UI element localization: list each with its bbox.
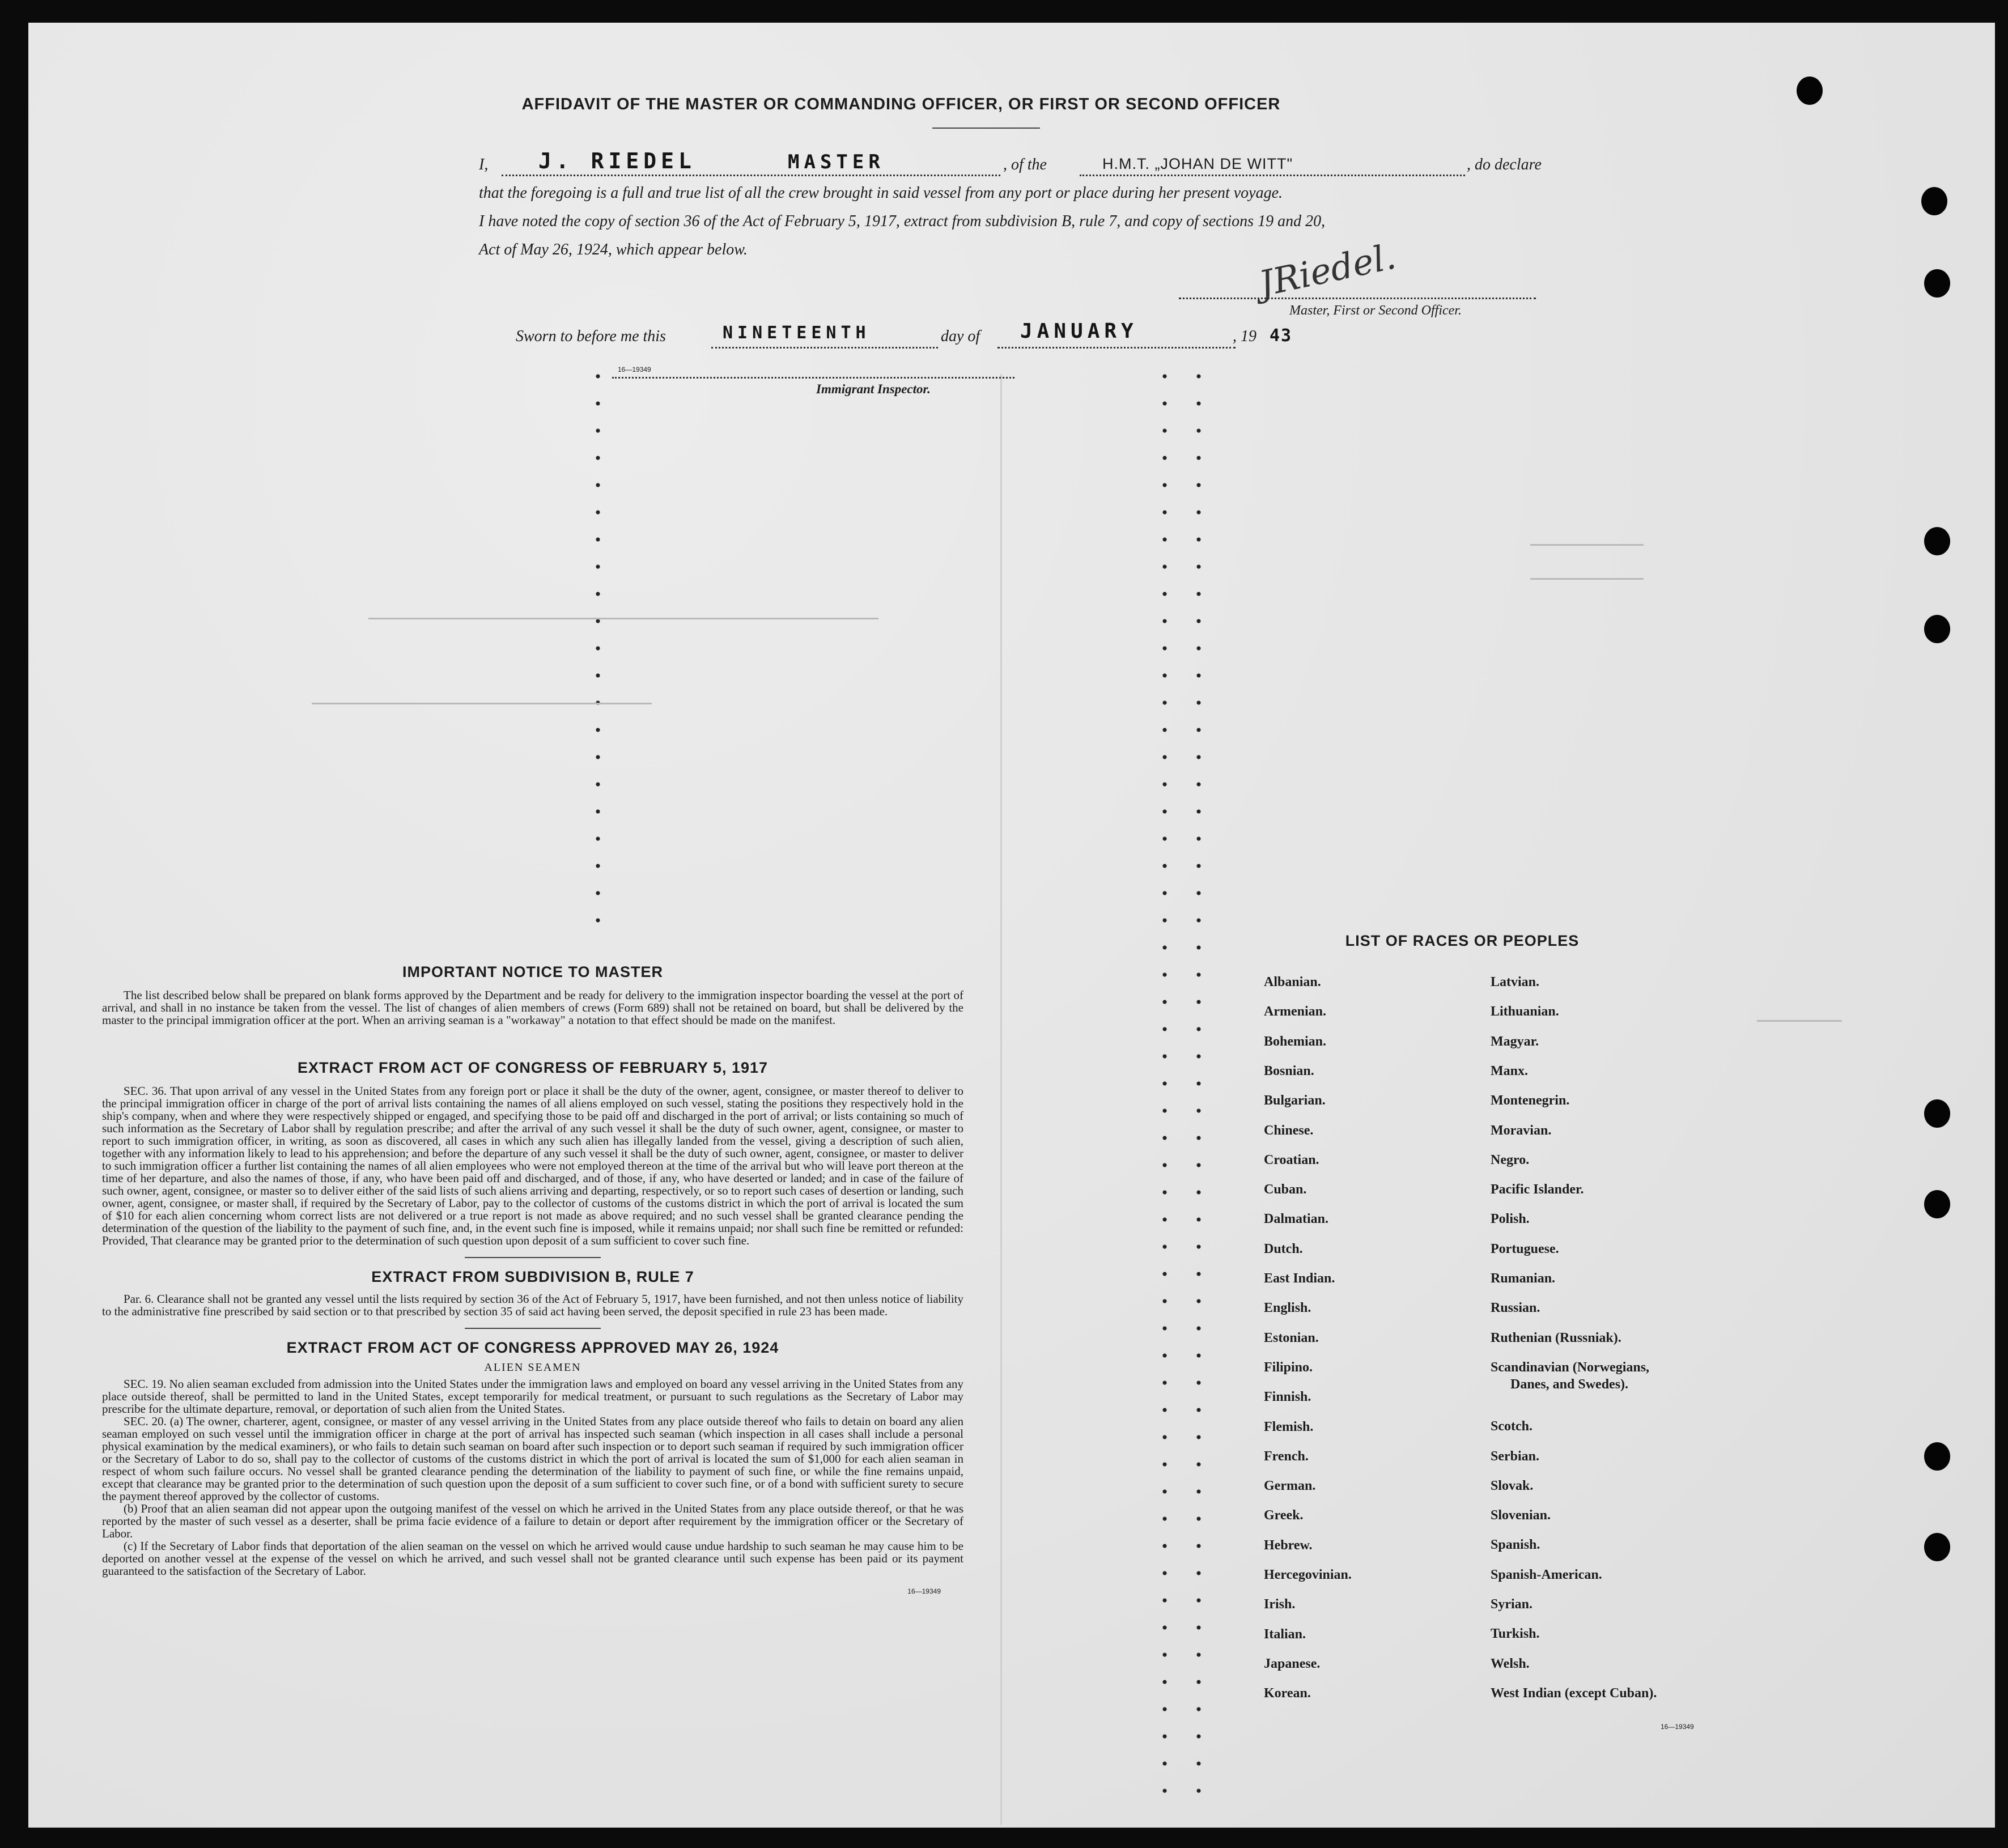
affidavit-line-4: Act of May 26, 1924, which appear below. — [479, 241, 748, 258]
race-item: Flemish. — [1264, 1419, 1314, 1434]
day-of-label: day of — [941, 328, 980, 345]
race-item: Montenegrin. — [1491, 1093, 1570, 1108]
month-fill-line — [997, 347, 1236, 349]
bleed-through-mark — [368, 618, 878, 619]
bleed-through-mark — [1530, 578, 1644, 580]
perforation-column — [595, 363, 601, 929]
signature-line — [1179, 298, 1536, 299]
race-item: Portuguese. — [1491, 1241, 1559, 1256]
handwritten-month: JANUARY — [1020, 320, 1138, 343]
punch-hole — [1924, 615, 1950, 643]
race-item: Scandinavian (Norwegians, — [1491, 1360, 1650, 1375]
race-item: Manx. — [1491, 1063, 1528, 1078]
race-item: Bosnian. — [1264, 1063, 1314, 1078]
race-item: Moravian. — [1491, 1123, 1552, 1138]
race-item: Serbian. — [1491, 1448, 1540, 1464]
extract-form-number: 16—19349 — [907, 1587, 941, 1595]
do-declare-label: , do declare — [1467, 156, 1542, 173]
sec-20b-text: (b) Proof that an alien seaman did not appear upon the outgoing manifest of the vessel on which he arrived in the United States from any place outside thereof, or that he was reported by the master of such vessel as a deserter, shall be prima facie evidence of a failure to detain or deport after requirement by the immigration officer or the Secretary of Labor. — [102, 1502, 963, 1540]
bleed-through-mark — [312, 703, 652, 704]
affidavit-line-3: I have noted the copy of section 36 of the Act of February 5, 1917, extract from subdivision B, rule 7, and copy of sections 19 and 20, — [479, 213, 1326, 230]
race-item: Hebrew. — [1264, 1537, 1313, 1553]
punch-hole — [1924, 1190, 1950, 1218]
race-item: Finnish. — [1264, 1390, 1311, 1405]
perforation-column — [1162, 363, 1168, 1813]
punch-hole — [1924, 1442, 1950, 1471]
inspector-caption: Immigrant Inspector. — [816, 382, 931, 396]
race-item: Negro. — [1491, 1152, 1530, 1167]
race-item: Ruthenian (Russniak). — [1491, 1330, 1621, 1345]
race-item: Korean. — [1264, 1686, 1311, 1701]
race-item: Spanish-American. — [1491, 1567, 1602, 1582]
race-item: Bohemian. — [1264, 1034, 1327, 1049]
notice-title: IMPORTANT NOTICE TO MASTER — [402, 963, 663, 980]
race-item: Scotch. — [1491, 1419, 1532, 1434]
race-item: Italian. — [1264, 1626, 1306, 1642]
race-item: Slovak. — [1491, 1478, 1534, 1493]
race-item: Welsh. — [1491, 1656, 1530, 1671]
sec-20c-text: (c) If the Secretary of Labor finds that deportation of the alien seaman on the vessel on which he arrived would cause undue hardship to such seaman he may cause him to be deported on another vessel at the expense of the vessel on which he arrived, and such vessel shall not be granted clearance until such expense has been paid or its payment guaranteed to the satisfaction of the Secretary of Labor. — [102, 1539, 963, 1578]
extract-1924-title: EXTRACT FROM ACT OF CONGRESS APPROVED MAY 26, 1924 — [286, 1339, 779, 1356]
race-item: Pacific Islander. — [1491, 1182, 1584, 1197]
master-signature: JRiedel. — [1255, 235, 1399, 305]
extract-1917-title: EXTRACT FROM ACT OF CONGRESS OF FEBRUARY 5, 1917 — [297, 1059, 769, 1076]
fold-line — [1000, 374, 1002, 1825]
section-rule — [465, 1328, 601, 1329]
race-item: Latvian. — [1491, 975, 1540, 989]
race-item: Irish. — [1264, 1597, 1296, 1612]
punch-hole — [1924, 1533, 1950, 1561]
race-item: Magyar. — [1491, 1034, 1539, 1049]
perforation-column — [1196, 363, 1202, 1813]
races-title: LIST OF RACES OR PEOPLES — [1345, 932, 1580, 949]
sec-20a-text: SEC. 20. (a) The owner, charterer, agent, consignee, or master of any vessel arriving in the United States from any place outside thereof who fails to detain on board any alien seaman employed on such vessel until the immigration officer in charge at the port of arrival has inspected such seaman (which inspection in all cases shall include a personal physical examination by the medical examiners), or who fails to detain such seaman on board after such inspection or to deport such seaman if required by such immigration officer or the Secretary of Labor to do so, shall pay to the collector of customs of the customs district in which the port of arrival is located the sum of $1,000 for each alien seaman in respect of whom such failure occurs. No vessel shall be granted clearance pending the determination of the liability to payment of such fine, or while the fine remains unpaid, except that clearance may be granted prior to the determination of such question upon the deposit of a sum sufficient to cover such fine, or of a bond with sufficient surety to secure the payment thereof approved by the collector of customs. — [102, 1414, 963, 1503]
punch-hole — [1797, 77, 1823, 105]
year-prefix: , 19 — [1233, 328, 1256, 345]
affidavit-title: AFFIDAVIT OF THE MASTER OR COMMANDING OFFICER, OR FIRST OR SECOND OFFICER — [521, 95, 1281, 113]
race-item: Danes, and Swedes). — [1510, 1377, 1629, 1392]
punch-hole — [1921, 187, 1947, 215]
affidavit-line-2: that the foregoing is a full and true list of all the crew brought in said vessel from any port or place during her present voyage. — [479, 184, 1283, 202]
race-item: Hercegovinian. — [1264, 1567, 1352, 1582]
of-the-label: , of the — [1003, 156, 1047, 173]
extract-1917-text: SEC. 36. That upon arrival of any vessel in the United States from any foreign port or place it shall be the duty of the owner, agent, consignee, or master thereof to deliver to the principal immigration officer in charge of the port of arrival lists containing the names of all aliens employed on such vessel, stating the positions they respectively hold in the ship's company, when and where they were respectively shipped or engaged, and specifying those to be paid off and discharged in the port of arrival; or lists containing so much of such information as the Secretary of Labor shall by regulation prescribe; and after the arrival of any such vessel it shall be the duty of such owner, agent, consignee, or master to report to such immigration officer, in writing, as soon as discovered, all cases in which any such alien has illegally landed from the vessel, giving a description of such alien, together with any information likely to lead to his apprehension; and before the departure of any such vessel it shall be the duty of such owner, agent, consignee, or master to deliver to such immigration officer a further list containing the names of all alien employees who were not employed thereon at the time of the arrival but who will leave port thereon at the time of her departure, and also the names of those, if any, who have been paid off and discharged, and of those, if any, who have deserted or landed; and in case of the failure of such owner, agent, consignee, or master so to deliver either of the said lists of such aliens arriving and departing, respectively, or so to report such cases of desertion or landing, such owner, agent, consignee, or master shall, if required by the Secretary of Labor, pay to the collector of customs of the customs district in which the port of arrival is located the sum of $10 for each alien concerning whom correct lists are not delivered or a true report is not made as above required; and no such vessel shall be granted clearance pending the determination of the question of the liability to the payment of such fine, and, in the event such fine is imposed, while it remains unpaid; nor shall such fine be remitted or refunded: Provided, That clearance may be granted prior to the determination of such question upon deposit of a sum sufficient to cover such fine. — [102, 1084, 963, 1247]
race-item: French. — [1264, 1448, 1309, 1464]
race-item: Dalmatian. — [1264, 1212, 1328, 1227]
race-item: Filipino. — [1264, 1360, 1313, 1375]
name-fill-line — [502, 175, 1000, 176]
punch-hole — [1924, 527, 1950, 555]
race-item: Syrian. — [1491, 1597, 1533, 1612]
title-rule — [932, 128, 1040, 129]
race-item: Turkish. — [1491, 1626, 1540, 1642]
race-item: Polish. — [1491, 1212, 1530, 1227]
race-item: Dutch. — [1264, 1241, 1303, 1256]
vessel-fill-line — [1080, 175, 1465, 176]
race-item: Greek. — [1264, 1508, 1304, 1523]
race-item: Russian. — [1491, 1301, 1540, 1316]
race-item: Rumanian. — [1491, 1271, 1556, 1286]
inspector-line — [612, 377, 1014, 379]
signature-caption: Master, First or Second Officer. — [1289, 303, 1462, 318]
race-item: Bulgarian. — [1264, 1093, 1326, 1108]
handwritten-year: 43 — [1270, 326, 1293, 346]
races-form-number: 16—19349 — [1661, 1723, 1694, 1731]
handwritten-rank: MASTER — [788, 151, 885, 173]
race-item: Cuban. — [1264, 1182, 1307, 1197]
race-item: Armenian. — [1264, 1004, 1326, 1019]
sec-19-text: SEC. 19. No alien seaman excluded from admission into the United States under the immigration laws and employed on board any vessel arriving in the United States from any place outside thereof, shall be permitted to land in the United States, except temporarily for medical treatment, or pursuant to such regulations as the Secretary of Labor may prescribe for the ultimate departure, removal, or deportation of such alien from the United States. — [102, 1377, 963, 1416]
affidavit-i-label: I, — [479, 156, 489, 173]
race-item: Albanian. — [1264, 975, 1321, 989]
handwritten-day: NINETEENTH — [723, 323, 871, 343]
punch-hole — [1924, 269, 1950, 298]
bleed-through-mark — [1530, 544, 1644, 546]
race-item: Lithuanian. — [1491, 1004, 1559, 1019]
section-rule — [465, 1257, 601, 1258]
handwritten-name: J. RIEDEL — [538, 148, 696, 173]
sworn-label: Sworn to before me this — [516, 328, 666, 345]
race-item: West Indian (except Cuban). — [1491, 1685, 1657, 1701]
race-item: English. — [1264, 1301, 1311, 1316]
vessel-name: H.M.T. „JOHAN DE WITT" — [1102, 155, 1293, 172]
race-item: Spanish. — [1491, 1537, 1540, 1553]
punch-hole — [1924, 1099, 1950, 1128]
race-item: Chinese. — [1264, 1123, 1314, 1138]
document-page — [28, 23, 1995, 1828]
bleed-through-mark — [1757, 1020, 1842, 1022]
race-item: Estonian. — [1264, 1330, 1319, 1345]
affidavit-form-number: 16—19349 — [618, 366, 651, 373]
race-item: Slovenian. — [1491, 1508, 1551, 1523]
race-item: Croatian. — [1264, 1152, 1319, 1167]
race-item: German. — [1264, 1479, 1316, 1494]
subdivision-b-title: EXTRACT FROM SUBDIVISION B, RULE 7 — [371, 1268, 694, 1285]
notice-text: The list described below shall be prepared on blank forms approved by the Department and be ready for delivery to the immigration inspector boarding the vessel at the port of arrival, and shall in no instance be taken from the vessel. The list of changes of alien members of crews (Form 689) shall not be retained on board, but shall be delivered by the master to the principal immigration officer at the port. When an arriving seaman is a "workaway" a notation to that effect should be made on the manifest. — [102, 988, 963, 1027]
alien-seamen-subtitle: ALIEN SEAMEN — [484, 1361, 581, 1374]
subdivision-b-text: Par. 6. Clearance shall not be granted any vessel until the lists required by section 36 of the Act of February 5, 1917, have been furnished, and not then unless notice of liability to the administrative fine prescribed by said section or to that prescribed by section 35 of said act having been served, the deposit specified in rule 23 has been made. — [102, 1292, 963, 1318]
day-fill-line — [711, 347, 938, 349]
race-item: East Indian. — [1264, 1271, 1335, 1286]
race-item: Japanese. — [1264, 1656, 1321, 1671]
left-legal-column — [102, 963, 963, 1595]
